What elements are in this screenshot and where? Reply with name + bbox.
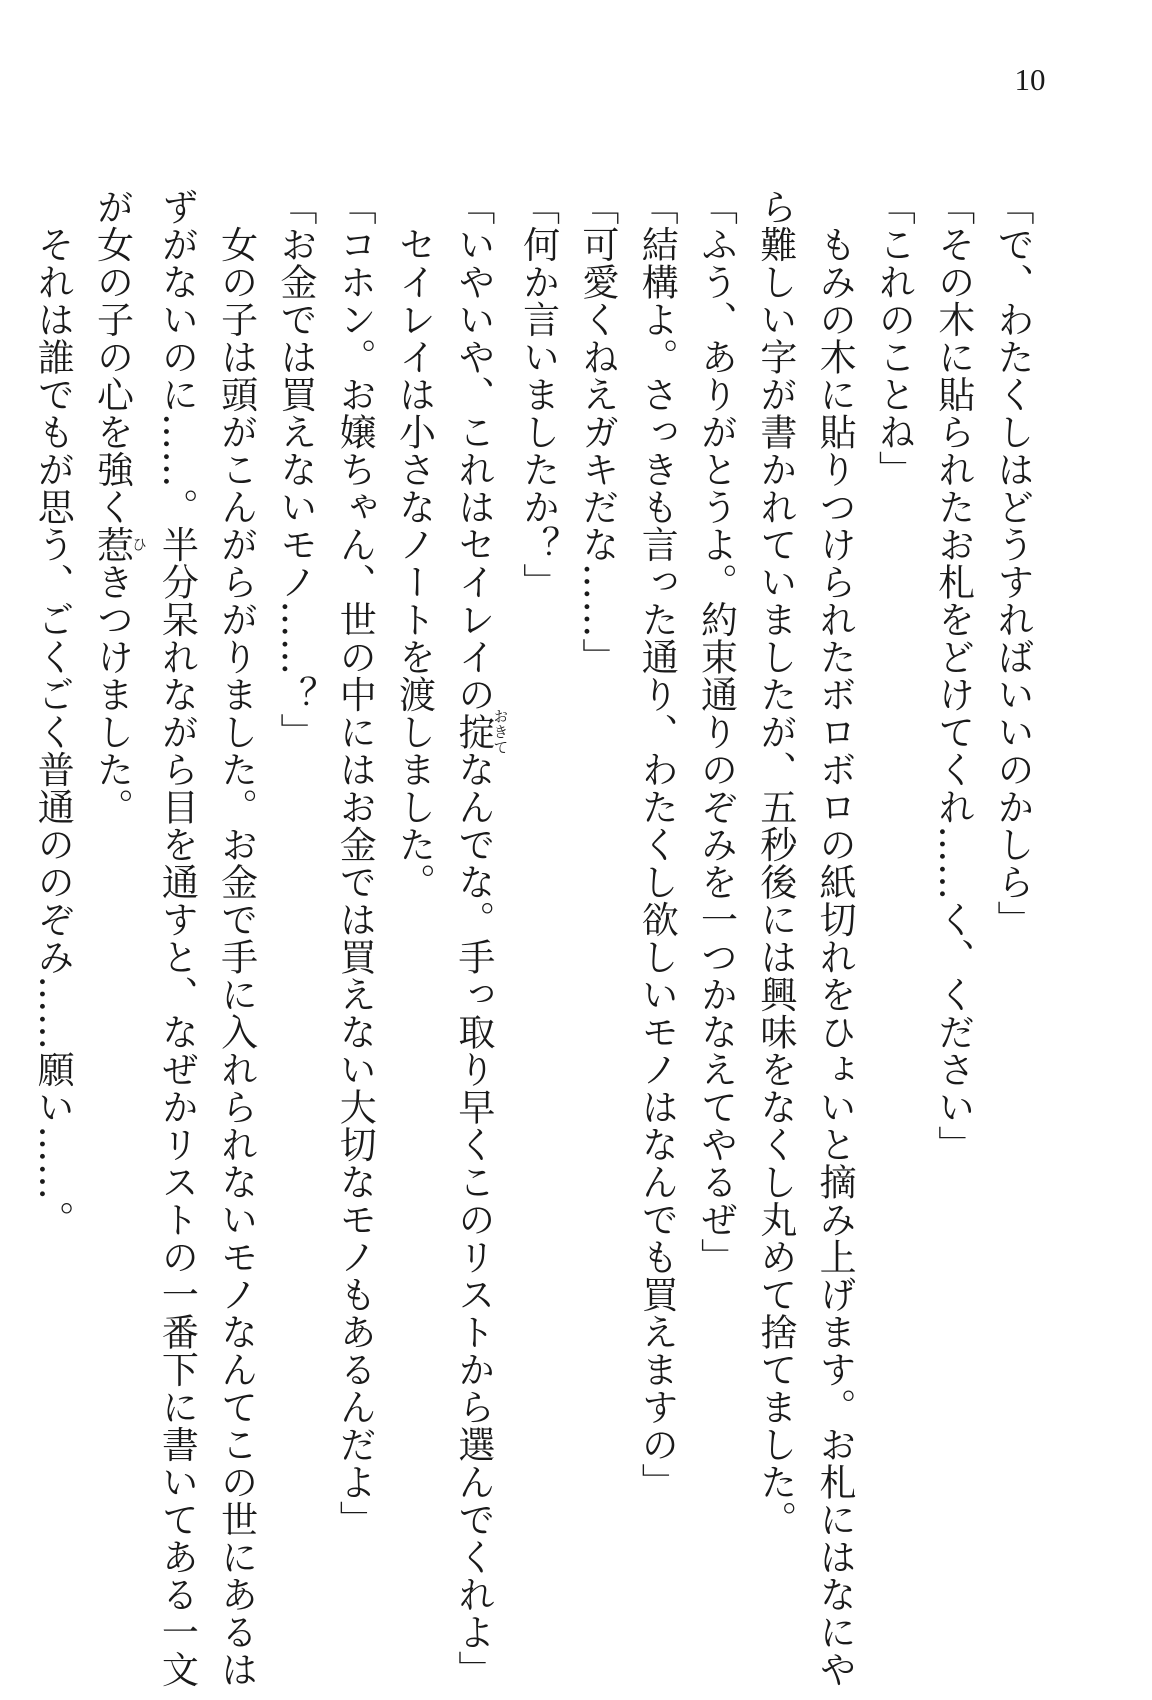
text-line: 「その木に貼られたお札をどけてくれ……く、ください」 [931,188,975,1163]
text-line: 「お金では買えないモノ……？」 [273,188,317,751]
text-line: が女の子の心を強く惹ひきつけました。 [90,188,149,826]
text-line: 「で、わたくしはどうすればいいのかしら」 [991,188,1034,938]
text-line: ら難しい字が書かれていましたが、五秒後には興味をなくし丸めて捨てました。 [753,188,797,1538]
furigana [451,708,510,755]
page-number: 10 [1014,62,1046,97]
text-line: 「これのことね」 [872,188,916,488]
vertical-text-body [23,188,1042,1688]
text-line: 「ふう、ありがとうよ。約束通りのぞみを一つかなえてやるぜ」 [694,188,738,1276]
text-line: ずがないのに……。半分呆れながら目を通すと、なぜかリストの一番下に書いてある一文 [155,188,199,1688]
text-line: 女の子は頭がこんがらがりました。お金で手に入れられないモノなんてこの世にあるは [214,188,258,1688]
text-line: 「コホン。お嬢ちゃん、世の中にはお金では買えない大切なモノもあるんだよ」 [333,188,377,1538]
text-line: 「何か言いましたか？」 [516,188,560,601]
furigana-reading: おきて [491,708,510,755]
furigana-base: 惹 [90,525,134,563]
furigana-reading: ひ [130,525,149,563]
text-line: 「いやいや、これはセイレイの掟おきてなんでな。手っ取り早くこのリストから選んでくれよ」 [451,188,510,1688]
furigana [90,525,149,564]
text-line: 「可愛くねえガキだな……」 [575,188,619,676]
text-line: それは誰でもが思う、ごくごく普通ののぞみ……願い……。 [31,188,75,1238]
text-line: セイレイは小さなノートを渡しました。 [392,188,436,901]
text-line: 「結構よ。さっきも言った通り、わたくし欲しいモノはなんでも買えますの」 [635,188,679,1501]
text-line: もみの木に貼りつけられたボロボロの紙切れをひょいと摘み上げます。お札にはなにや [813,188,857,1688]
furigana-base: 掟 [451,708,495,755]
